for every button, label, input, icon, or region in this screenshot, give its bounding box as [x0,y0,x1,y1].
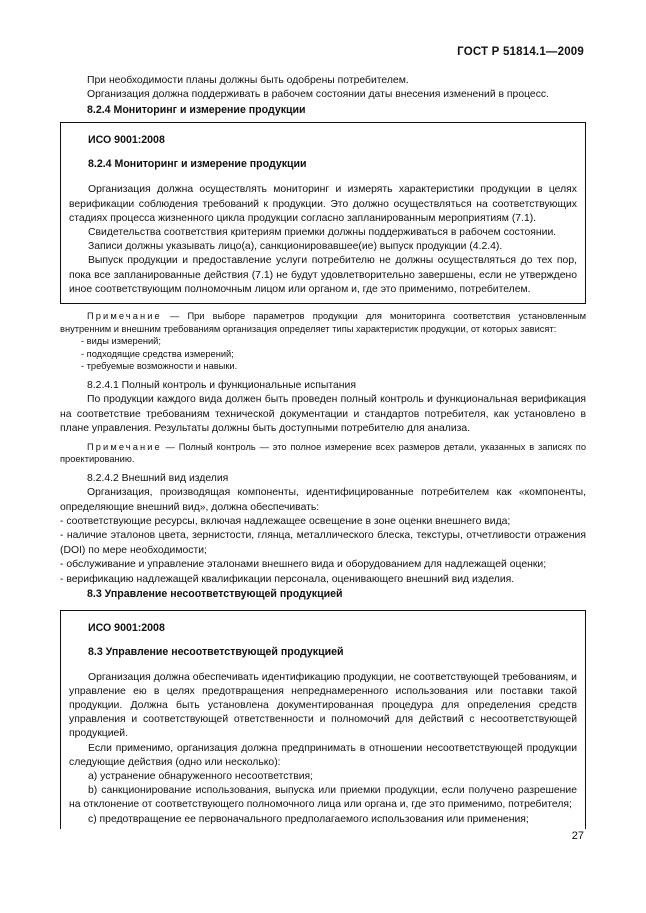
box-paragraph: Записи должны указывать лицо(а), санкционировавшее(ие) выпуск продукции (4.2.4). [88,241,503,253]
box-list-item: a) устранение обнаруженного несоответствия; [88,771,314,783]
note-label: Примечание [87,441,162,452]
note-text: — Полный контроль — это полное измерение всех размеров детали, указанных в записях по проектированию. [60,441,586,465]
box-list-item: b) санкционирование использования, выпуска или приемки продукции, если получено разрешение на отклонение от соответствующего полномочного лица или органа и, где это применимо, потребителя; [69,785,577,811]
note-8-2-4-1 [60,441,586,466]
list-item: - соответствующие ресурсы, включая надлежащее освещение в зоне оценки внешнего вида; [60,516,511,528]
iso-quote-box-8-2-4 [60,122,586,304]
subsection-title-8-2-4-1: 8.2.4.1 Полный контроль и функциональные испытания [87,380,356,391]
iso-quote-box-8-3 [60,610,586,829]
intro-paragraph-1: При необходимости планы должны быть одобрены потребителем. [87,75,409,86]
note-list-item: - требуемые возможности и навыки. [81,361,238,372]
box-paragraph: Организация должна обеспечивать идентификацию продукции, не соответствующей требованиям, и управление ею в целях предотвращения непреднамеренного использования или поставки такой продукции. Должна быть установлена документированная процедура для определения средств управления и соответствующей ответственности и полномочий для действий с несоответствующей продукцией. [69,671,577,740]
section-heading-8-3: 8.3 Управление несоответствующей продукцией [87,588,343,601]
subsection-title-8-2-4-2: 8.2.4.2 Внешний вид изделия [87,472,229,484]
page-number: 27 [571,830,584,842]
iso-label: ИСО 9001:2008 [88,621,165,634]
list-item: - обслуживание и управление эталонами внешнего вида и оборудованием для надлежащей оценки; [60,559,547,571]
document-header: ГОСТ Р 51814.1—2009 [457,46,584,58]
paragraph-8-2-4-2: Организация, производящая компоненты, идентифицированные потребителем как «компоненты, определяющие внешний вид», должна обеспечивать: [60,487,586,513]
note-list-item: - подходящие средства измерений; [81,348,234,359]
page-content [60,74,586,829]
box-paragraph: Выпуск продукции и предоставление услуги потребителю не должны осуществляться до тех пор, пока все запланированные действия (7.1) не будут удовлетворительно завершены, если не утверждено иное соответствующим полномочным лицом или органом и, где это применимо, потребителем. [69,255,577,295]
note-label: Примечание [87,311,162,322]
box-heading: 8.3 Управление несоответствующей продукцией [88,645,344,658]
iso-label: ИСО 9001:2008 [88,134,165,147]
note-list-item: - виды измерений; [81,336,161,347]
box-list-item: c) предотвращение ее первоначального предполагаемого использования или применения; [88,813,529,825]
intro-paragraph-2: Организация должна поддерживать в рабочем состоянии даты внесения изменений в процесс. [87,89,549,101]
list-item: - наличие эталонов цвета, зернистости, глянца, металлического блеска, текстуры, отчетливости отражения (DOI) по мере необходимости; [60,530,586,556]
box-paragraph: Свидетельства соответствия критериям приемки должны поддерживаться в рабочем состоянии. [88,227,557,239]
note-8-2-4 [60,310,586,335]
section-heading-8-2-4: 8.2.4 Мониторинг и измерение продукции [87,103,306,116]
box-heading: 8.2.4 Мониторинг и измерение продукции [88,158,307,171]
box-paragraph: Если применимо, организация должна предпринимать в отношении несоответствующей продукции следующие действия (одно или несколько): [69,742,577,768]
list-item: - верификацию надлежащей квалификации персонала, оценивающего внешний вид изделия. [60,573,515,585]
note-text: — При выборе параметров продукции для мониторинга соответствия установленным внутренним и внешним требованиям организация определяет типы характеристик продукции, от которых зависят: [60,311,586,334]
box-paragraph: Организация должна осуществлять мониторинг и измерять характеристики продукции в целях верификации соблюдения требований к продукции. Это должно осуществляться на соответствующих стадиях процесса жизненного цикла продукции согласно запланированным мероприятиям (7.1). [69,184,577,224]
paragraph-8-2-4-1: По продукции каждого вида должен быть проведен полный контроль и функциональная верификация на соответствие требованиям технической документации и стандартов потребителя, как установлено в плане управления. Результаты должны быть доступными потребителю для анализа. [60,394,586,435]
